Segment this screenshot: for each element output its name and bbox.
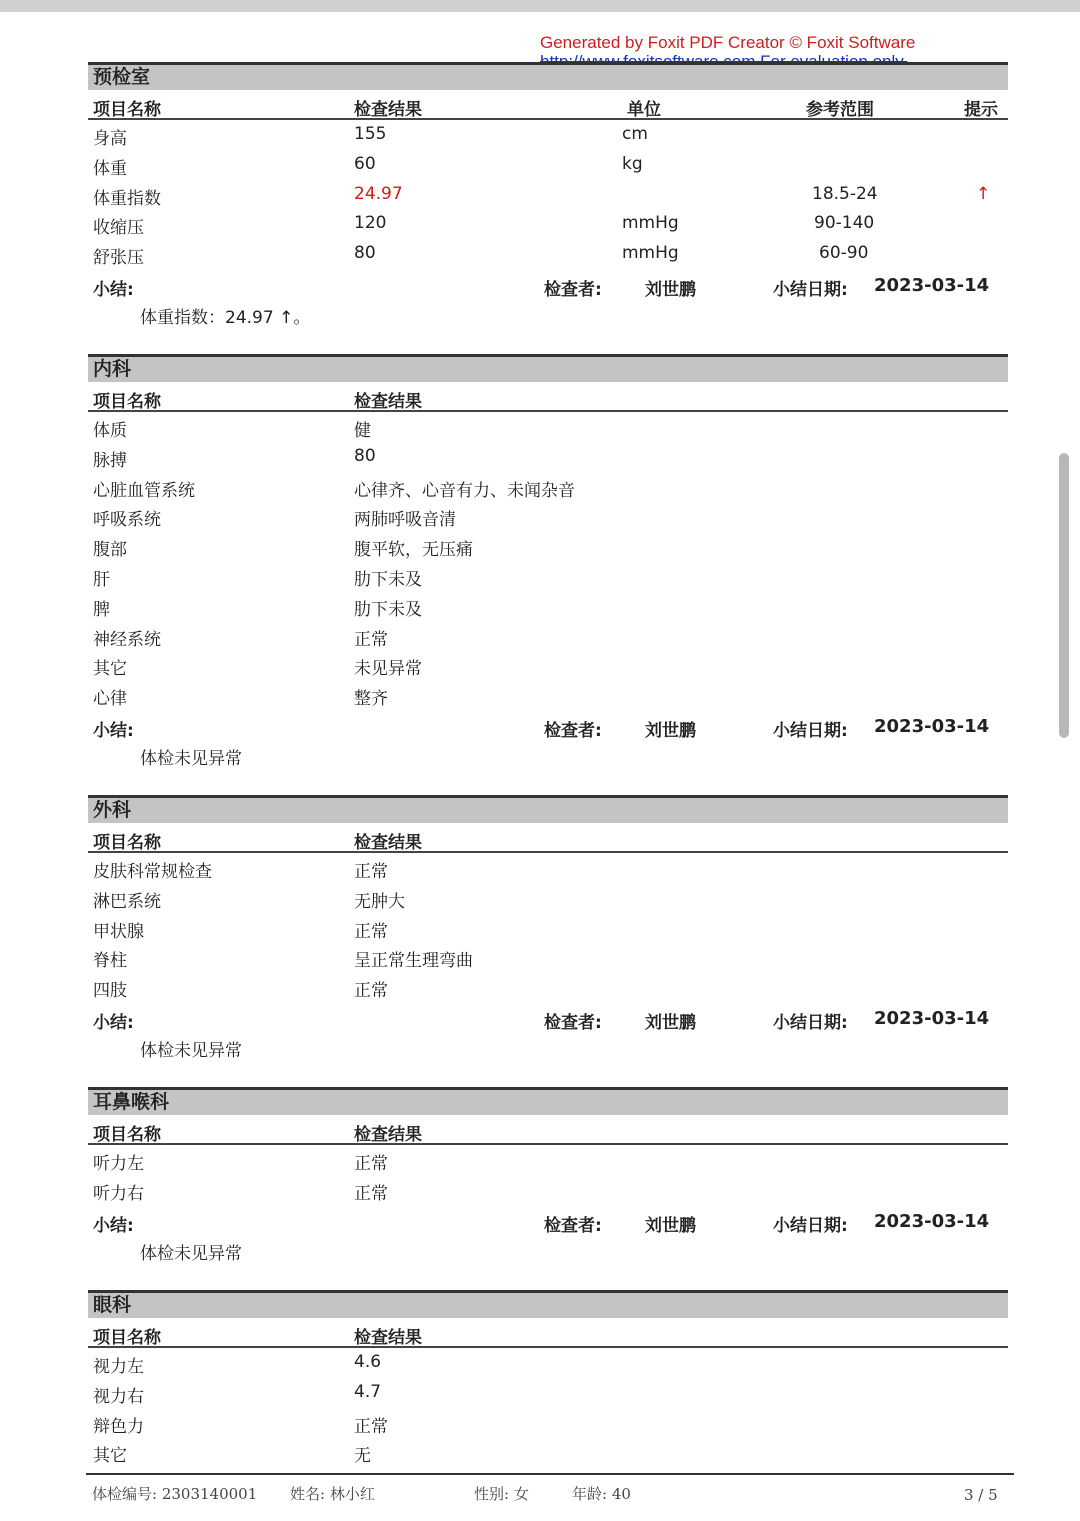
- row-item: 其它: [93, 1446, 127, 1467]
- row-item: 身高: [93, 129, 127, 149]
- summary-date: 2023-03-14: [874, 274, 990, 296]
- table-row: [88, 531, 1008, 561]
- row-result: 60: [354, 153, 376, 174]
- footer-age: 年龄: 40: [572, 1485, 631, 1503]
- row-unit: cm: [622, 124, 648, 144]
- row-result: 心律齐、心音有力、未闻杂音: [354, 480, 575, 501]
- summary-date: 2023-03-14: [874, 1007, 990, 1029]
- row-item: 听力右: [93, 1183, 144, 1204]
- row-result-abnormal: 24.97: [354, 183, 403, 204]
- col-item: 项目名称: [93, 100, 161, 120]
- summary-date-label: 小结日期:: [773, 1215, 848, 1236]
- viewer-top-bar: [0, 0, 1080, 12]
- summary-date-label: 小结日期:: [773, 720, 848, 741]
- row-item: 心律: [93, 689, 127, 710]
- page-footer: [86, 1473, 1014, 1515]
- table-row: [88, 1378, 1008, 1408]
- summary-content: 体检未见异常: [140, 748, 242, 769]
- row-result: 肋下未及: [354, 569, 422, 590]
- summary-content: 体重指数：24.97 ↑。: [140, 307, 311, 328]
- row-item: 收缩压: [93, 218, 144, 239]
- table-row: [88, 442, 1008, 472]
- row-result: 4.7: [354, 1381, 382, 1402]
- row-item: 其它: [93, 659, 127, 680]
- section-title: 眼科: [88, 1290, 1008, 1318]
- inspector-name: 刘世鹏: [645, 1215, 696, 1236]
- section-ent: [88, 1087, 1008, 1267]
- section-surgery: [88, 795, 1008, 1064]
- table-row: [88, 1437, 1008, 1467]
- row-unit: mmHg: [622, 213, 679, 234]
- table-row: [88, 150, 1008, 180]
- row-item: 舒张压: [93, 248, 144, 269]
- up-arrow-icon: ↑: [976, 183, 991, 204]
- row-result: 腹平软，无压痛: [354, 540, 473, 561]
- row-item: 淋巴系统: [93, 891, 161, 912]
- row-range: 90-140: [814, 213, 875, 234]
- row-item: 体重指数: [93, 188, 161, 209]
- summary-text: [88, 301, 1008, 331]
- table-row: [88, 180, 1008, 210]
- table-row: [88, 120, 1008, 150]
- row-result: 120: [354, 213, 387, 234]
- col-item: 项目名称: [93, 833, 161, 853]
- col-item: 项目名称: [93, 392, 161, 412]
- row-result: 80: [354, 243, 376, 264]
- row-result: 正常: [354, 1183, 388, 1204]
- row-item: 肝: [93, 569, 110, 590]
- column-header: [88, 823, 1008, 853]
- table-row: [88, 1145, 1008, 1175]
- table-row: [88, 472, 1008, 502]
- inspector-label: 检查者:: [544, 1215, 602, 1236]
- row-item: 视力左: [93, 1357, 144, 1377]
- row-result: 正常: [354, 1154, 388, 1174]
- row-item: 心脏血管系统: [93, 480, 195, 501]
- table-row: [88, 1408, 1008, 1438]
- summary-text: [88, 1034, 1008, 1064]
- summary-label: 小结:: [93, 1215, 134, 1236]
- scrollbar[interactable]: [1059, 453, 1069, 738]
- summary-label: 小结:: [93, 279, 134, 300]
- table-row: [88, 650, 1008, 680]
- section-precheck: [88, 62, 1008, 331]
- row-result: 155: [354, 124, 387, 144]
- row-result: 肋下未及: [354, 599, 422, 620]
- table-row: [88, 501, 1008, 531]
- row-unit: kg: [622, 153, 643, 174]
- row-item: 腹部: [93, 540, 127, 561]
- summary-date-label: 小结日期:: [773, 1012, 848, 1033]
- row-result: 无肿大: [354, 891, 405, 912]
- watermark-line-1: Generated by Foxit PDF Creator © Foxit Software: [540, 33, 916, 52]
- row-result: 正常: [354, 921, 388, 942]
- table-row: [88, 972, 1008, 1002]
- table-row: [88, 209, 1008, 239]
- col-result: 检查结果: [354, 392, 422, 412]
- col-unit: 单位: [627, 100, 661, 120]
- summary-label: 小结:: [93, 720, 134, 741]
- table-row: [88, 883, 1008, 913]
- summary-row: [88, 1205, 1008, 1237]
- table-row: [88, 412, 1008, 442]
- row-result: 两肺呼吸音清: [354, 510, 456, 531]
- row-result: 正常: [354, 629, 388, 650]
- summary-row: [88, 1002, 1008, 1034]
- table-row: [88, 853, 1008, 883]
- col-range: 参考范围: [806, 100, 874, 120]
- section-ophthalmology: [88, 1290, 1008, 1467]
- summary-text: [88, 1237, 1008, 1267]
- row-result: 健: [354, 421, 371, 441]
- section-title: 外科: [88, 795, 1008, 823]
- inspector-name: 刘世鹏: [645, 1012, 696, 1033]
- row-result: 80: [354, 445, 376, 466]
- row-item: 皮肤科常规检查: [93, 862, 212, 882]
- footer-name: 姓名: 林小红: [290, 1485, 375, 1503]
- row-result: 4.6: [354, 1352, 382, 1372]
- row-result: 正常: [354, 1416, 388, 1437]
- page-number: 3 / 5: [964, 1486, 998, 1504]
- table-row: [88, 239, 1008, 269]
- footer-exam-id: 体检编号: 2303140001: [92, 1485, 258, 1503]
- col-result: 检查结果: [354, 1328, 422, 1348]
- summary-label: 小结:: [93, 1012, 134, 1033]
- table-row: [88, 1348, 1008, 1378]
- table-row: [88, 561, 1008, 591]
- footer-sex: 性别: 女: [474, 1485, 529, 1503]
- row-result: 整齐: [354, 689, 388, 710]
- row-item: 四肢: [93, 981, 127, 1002]
- col-result: 检查结果: [354, 100, 422, 120]
- inspector-label: 检查者:: [544, 720, 602, 741]
- col-result: 检查结果: [354, 1125, 422, 1145]
- summary-row: [88, 710, 1008, 742]
- inspector-label: 检查者:: [544, 1012, 602, 1033]
- row-item: 脊柱: [93, 951, 127, 972]
- section-title: 内科: [88, 354, 1008, 382]
- col-result: 检查结果: [354, 833, 422, 853]
- row-result: 未见异常: [354, 659, 422, 680]
- table-row: [88, 942, 1008, 972]
- row-result: 正常: [354, 981, 388, 1002]
- row-item: 脾: [93, 599, 110, 620]
- column-header: [88, 1115, 1008, 1145]
- section-title: 耳鼻喉科: [88, 1087, 1008, 1115]
- row-item: 脉搏: [93, 450, 127, 471]
- col-item: 项目名称: [93, 1125, 161, 1145]
- row-item: 视力右: [93, 1386, 144, 1407]
- col-hint: 提示: [964, 100, 998, 120]
- column-header: [88, 1318, 1008, 1348]
- row-item: 体质: [93, 421, 127, 441]
- row-result: 正常: [354, 862, 388, 882]
- summary-content: 体检未见异常: [140, 1040, 242, 1061]
- summary-date-label: 小结日期:: [773, 279, 848, 300]
- summary-content: 体检未见异常: [140, 1243, 242, 1264]
- row-result: 呈正常生理弯曲: [354, 951, 473, 972]
- table-row: [88, 591, 1008, 621]
- row-item: 辩色力: [93, 1416, 144, 1437]
- inspector-label: 检查者:: [544, 279, 602, 300]
- row-range: 60-90: [819, 243, 869, 264]
- table-row: [88, 621, 1008, 651]
- column-header: [88, 382, 1008, 412]
- row-item: 甲状腺: [93, 921, 144, 942]
- row-item: 听力左: [93, 1154, 144, 1174]
- summary-date: 2023-03-14: [874, 1210, 990, 1232]
- summary-row: [88, 269, 1008, 301]
- inspector-name: 刘世鹏: [645, 720, 696, 741]
- row-item: 体重: [93, 158, 127, 179]
- table-row: [88, 680, 1008, 710]
- section-title: 预检室: [88, 62, 1008, 90]
- summary-text: [88, 742, 1008, 772]
- column-header: [88, 90, 1008, 120]
- summary-date: 2023-03-14: [874, 715, 990, 737]
- row-range: 18.5-24: [812, 183, 878, 204]
- row-unit: mmHg: [622, 243, 679, 264]
- table-row: [88, 1175, 1008, 1205]
- table-row: [88, 913, 1008, 943]
- section-internal-medicine: [88, 354, 1008, 772]
- row-item: 神经系统: [93, 629, 161, 650]
- row-result: 无: [354, 1446, 371, 1467]
- inspector-name: 刘世鹏: [645, 279, 696, 300]
- col-item: 项目名称: [93, 1328, 161, 1348]
- row-item: 呼吸系统: [93, 510, 161, 531]
